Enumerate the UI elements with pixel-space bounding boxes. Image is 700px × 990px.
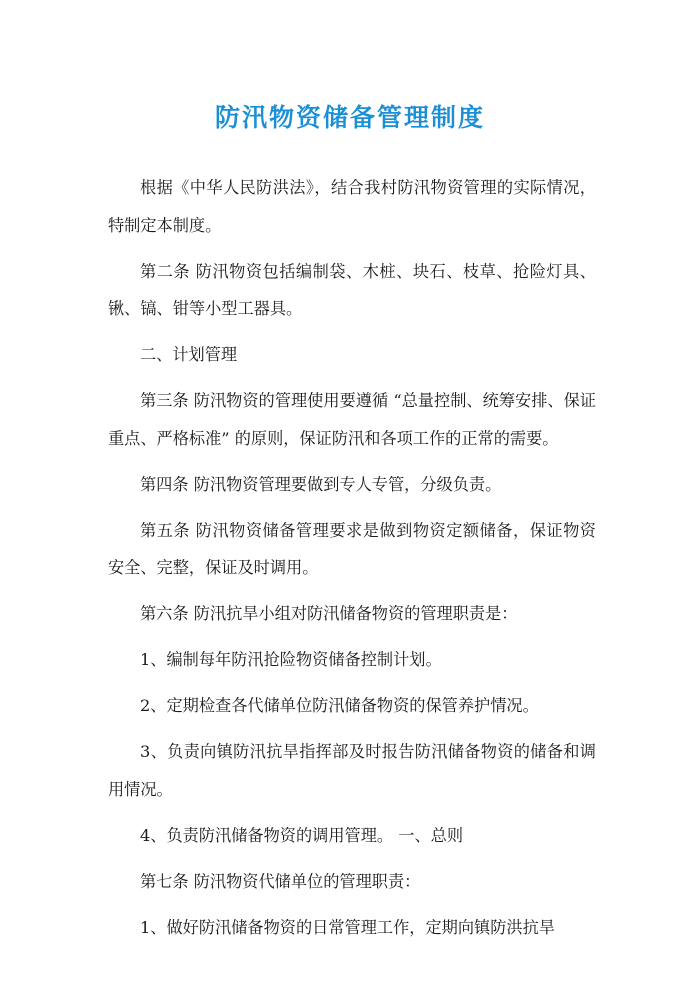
- list-item: 1、编制每年防汛抢险物资储备控制计划。: [140, 650, 442, 669]
- list-item: 1、做好防汛储备物资的日常管理工作，定期向镇防洪抗旱: [140, 917, 555, 937]
- document-body: [108, 169, 596, 955]
- paragraph: 第四条 防汛物资管理要做到专人专管，分级负责。: [140, 474, 502, 494]
- paragraph: 第六条 防汛抗旱小组对防汛储备物资的管理职责是：: [140, 604, 518, 623]
- paragraph: 第二条 防汛物资包括编制袋、木桩、块石、枝草、抢险灯具、锹、镐、钳等小型工器具。: [108, 261, 596, 318]
- list-item: 2、定期检查各代储单位防汛储备物资的保管养护情况。: [140, 696, 539, 715]
- list-item: 4、负责防汛储备物资的调用管理。 一、总则: [140, 825, 464, 845]
- paragraph: 第三条 防汛物资的管理使用要遵循 “总量控制、统筹安排、保证重点、严格标准” 的原则，保证防汛和各项工作的正常的需要。: [108, 391, 596, 448]
- paragraph: 根据《中华人民防洪法》，结合我村防汛物资管理的实际情况，特制定本制度。: [108, 178, 596, 235]
- section-heading: 二、计划管理: [140, 345, 238, 364]
- document-title: 防汛物资储备管理制度: [214, 103, 485, 132]
- paragraph: 第五条 防汛物资储备管理要求是做到物资定额储备，保证物资安全、完整，保证及时调用。: [108, 520, 596, 577]
- list-item: 3、负责向镇防汛抗旱指挥部及时报告防汛储备物资的储备和调用情况。: [108, 742, 596, 799]
- paragraph: 第七条 防汛物资代储单位的管理职责：: [140, 871, 421, 891]
